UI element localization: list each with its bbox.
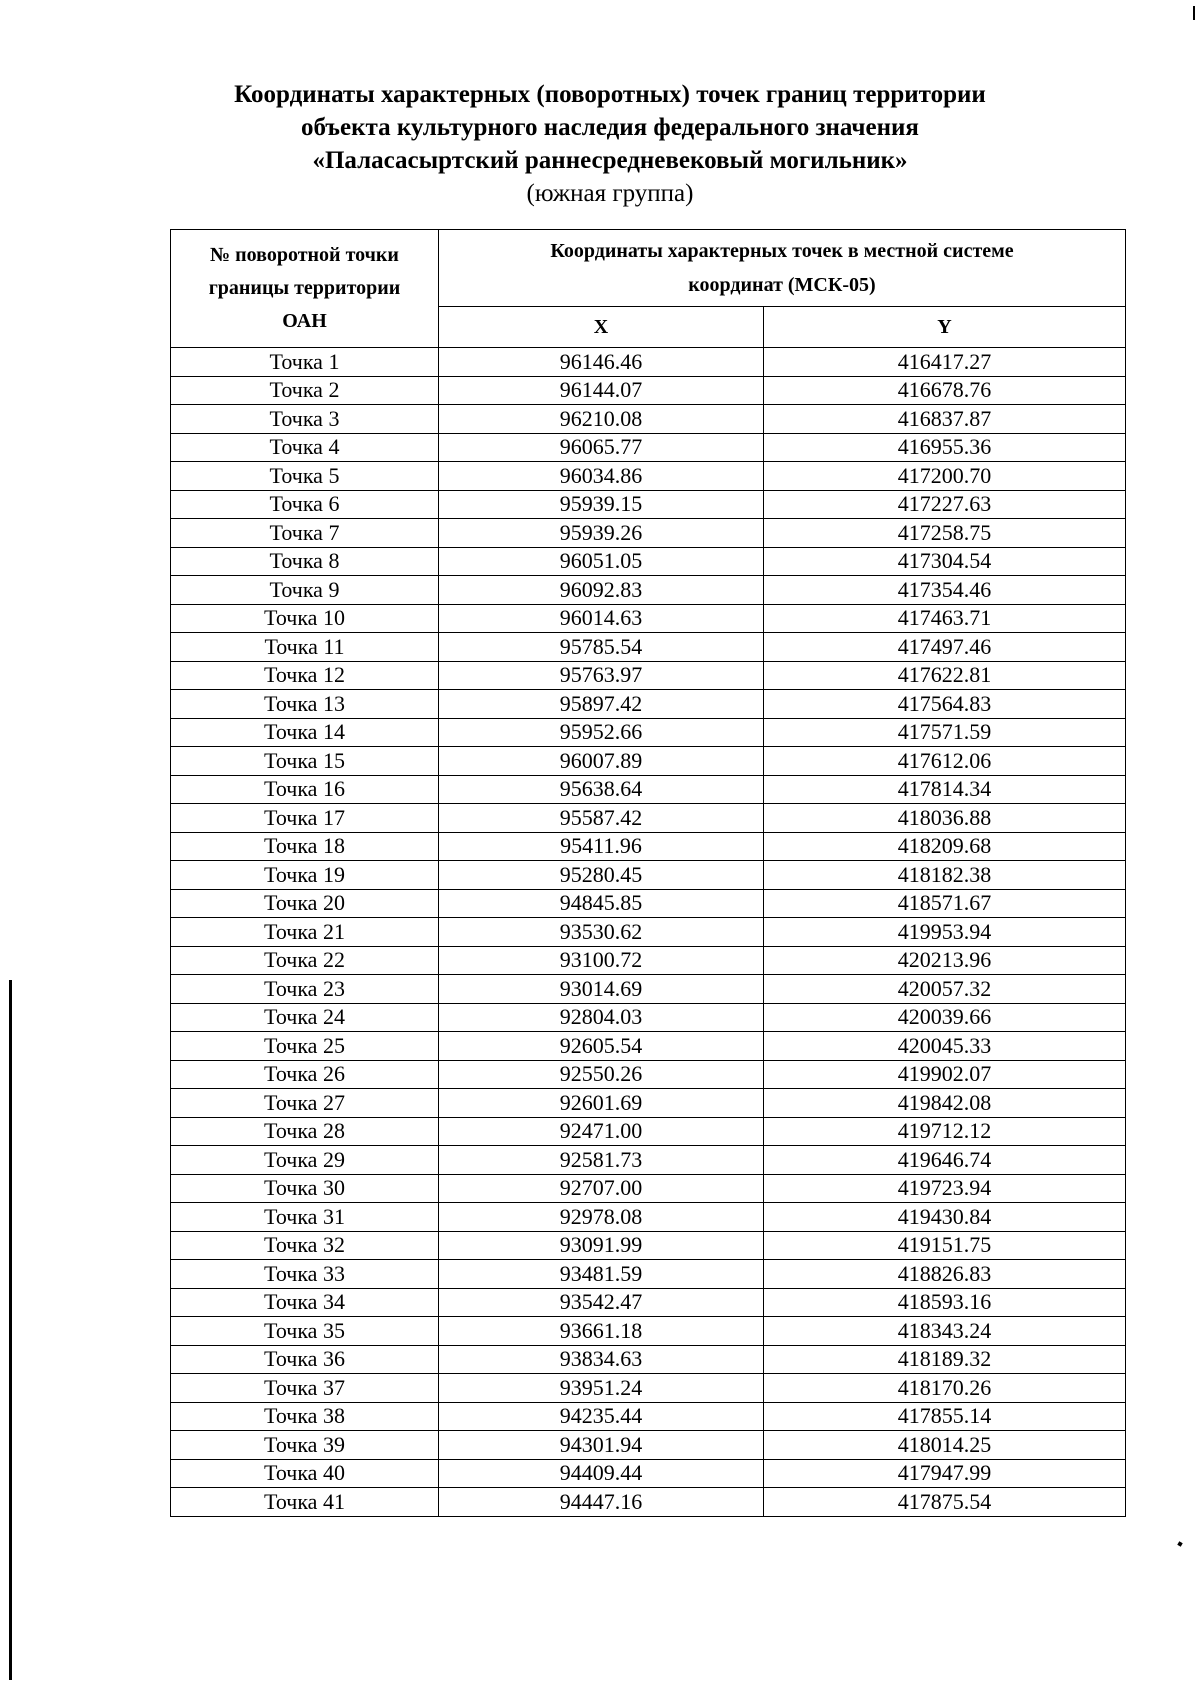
y-cell: 418014.25 xyxy=(764,1431,1126,1460)
point-cell: Точка 30 xyxy=(171,1174,439,1203)
x-cell: 92581.73 xyxy=(439,1146,764,1175)
table-row xyxy=(171,661,1126,690)
point-cell: Точка 16 xyxy=(171,775,439,804)
y-cell: 417258.75 xyxy=(764,519,1126,548)
x-cell: 93100.72 xyxy=(439,946,764,975)
x-cell: 96014.63 xyxy=(439,604,764,633)
table-row xyxy=(171,804,1126,833)
y-cell: 420045.33 xyxy=(764,1032,1126,1061)
table-row xyxy=(171,946,1126,975)
table-row xyxy=(171,519,1126,548)
x-cell: 96092.83 xyxy=(439,576,764,605)
x-cell: 93951.24 xyxy=(439,1374,764,1403)
x-cell: 96007.89 xyxy=(439,747,764,776)
y-cell: 417354.46 xyxy=(764,576,1126,605)
table-row xyxy=(171,405,1126,434)
point-cell: Точка 17 xyxy=(171,804,439,833)
table-row xyxy=(171,1060,1126,1089)
table-row xyxy=(171,775,1126,804)
point-cell: Точка 13 xyxy=(171,690,439,719)
table-row xyxy=(171,376,1126,405)
x-cell: 96034.86 xyxy=(439,462,764,491)
title-line-2: объекта культурного наследия федерального значения xyxy=(301,114,919,141)
title-line-1: Координаты характерных (поворотных) точек границ территории xyxy=(234,81,986,108)
table-row xyxy=(171,1317,1126,1346)
y-cell: 418170.26 xyxy=(764,1374,1126,1403)
title-line-3: «Паласасыртский раннесредневековый могильник» xyxy=(312,147,908,174)
point-cell: Точка 7 xyxy=(171,519,439,548)
header-point-line-2: границы территории xyxy=(208,277,401,299)
point-cell: Точка 10 xyxy=(171,604,439,633)
point-cell: Точка 20 xyxy=(171,889,439,918)
y-cell: 418593.16 xyxy=(764,1288,1126,1317)
y-cell: 417875.54 xyxy=(764,1488,1126,1517)
point-cell: Точка 15 xyxy=(171,747,439,776)
point-cell: Точка 11 xyxy=(171,633,439,662)
x-cell: 92605.54 xyxy=(439,1032,764,1061)
x-cell: 95638.64 xyxy=(439,775,764,804)
y-cell: 418826.83 xyxy=(764,1260,1126,1289)
table-row xyxy=(171,633,1126,662)
point-cell: Точка 12 xyxy=(171,661,439,690)
table-row xyxy=(171,1231,1126,1260)
header-coordinates-group xyxy=(439,230,1126,307)
x-cell: 93091.99 xyxy=(439,1231,764,1260)
y-cell: 419953.94 xyxy=(764,918,1126,947)
point-cell: Точка 36 xyxy=(171,1345,439,1374)
table-body xyxy=(171,348,1126,1517)
x-cell: 93014.69 xyxy=(439,975,764,1004)
table-row xyxy=(171,1431,1126,1460)
point-cell: Точка 14 xyxy=(171,718,439,747)
point-cell: Точка 29 xyxy=(171,1146,439,1175)
header-point-line-1: № поворотной точки xyxy=(210,244,399,266)
y-cell: 418189.32 xyxy=(764,1345,1126,1374)
y-cell: 417571.59 xyxy=(764,718,1126,747)
table-row xyxy=(171,1032,1126,1061)
point-cell: Точка 4 xyxy=(171,433,439,462)
table-row xyxy=(171,576,1126,605)
scan-edge-tick xyxy=(1193,6,1195,20)
table-row xyxy=(171,1345,1126,1374)
y-cell: 419646.74 xyxy=(764,1146,1126,1175)
point-cell: Точка 33 xyxy=(171,1260,439,1289)
point-cell: Точка 39 xyxy=(171,1431,439,1460)
point-cell: Точка 23 xyxy=(171,975,439,1004)
header-point-number xyxy=(171,230,439,348)
table-row xyxy=(171,889,1126,918)
table-row xyxy=(171,861,1126,890)
table-row xyxy=(171,547,1126,576)
table-row xyxy=(171,604,1126,633)
y-cell: 417200.70 xyxy=(764,462,1126,491)
point-cell: Точка 19 xyxy=(171,861,439,890)
point-cell: Точка 21 xyxy=(171,918,439,947)
x-cell: 95411.96 xyxy=(439,832,764,861)
x-cell: 92471.00 xyxy=(439,1117,764,1146)
point-cell: Точка 38 xyxy=(171,1402,439,1431)
x-cell: 96051.05 xyxy=(439,547,764,576)
y-cell: 419712.12 xyxy=(764,1117,1126,1146)
x-cell: 96146.46 xyxy=(439,348,764,377)
y-cell: 417622.81 xyxy=(764,661,1126,690)
point-cell: Точка 18 xyxy=(171,832,439,861)
x-cell: 95587.42 xyxy=(439,804,764,833)
table-row xyxy=(171,747,1126,776)
table-row xyxy=(171,1003,1126,1032)
y-cell: 416678.76 xyxy=(764,376,1126,405)
table-row xyxy=(171,1117,1126,1146)
y-cell: 417227.63 xyxy=(764,490,1126,519)
y-cell: 416955.36 xyxy=(764,433,1126,462)
table-row xyxy=(171,348,1126,377)
table-row xyxy=(171,1146,1126,1175)
point-cell: Точка 25 xyxy=(171,1032,439,1061)
x-cell: 94301.94 xyxy=(439,1431,764,1460)
y-cell: 419842.08 xyxy=(764,1089,1126,1118)
table-row xyxy=(171,1402,1126,1431)
y-cell: 417304.54 xyxy=(764,547,1126,576)
x-cell: 96210.08 xyxy=(439,405,764,434)
x-cell: 96144.07 xyxy=(439,376,764,405)
x-cell: 92804.03 xyxy=(439,1003,764,1032)
coordinates-table xyxy=(170,229,1126,1517)
point-cell: Точка 40 xyxy=(171,1459,439,1488)
y-cell: 417612.06 xyxy=(764,747,1126,776)
x-cell: 95897.42 xyxy=(439,690,764,719)
x-cell: 93530.62 xyxy=(439,918,764,947)
table-row xyxy=(171,433,1126,462)
point-cell: Точка 9 xyxy=(171,576,439,605)
point-cell: Точка 28 xyxy=(171,1117,439,1146)
y-cell: 417564.83 xyxy=(764,690,1126,719)
x-cell: 96065.77 xyxy=(439,433,764,462)
table-row xyxy=(171,975,1126,1004)
y-cell: 417463.71 xyxy=(764,604,1126,633)
y-cell: 418209.68 xyxy=(764,832,1126,861)
table-row xyxy=(171,832,1126,861)
x-cell: 93542.47 xyxy=(439,1288,764,1317)
x-cell: 94409.44 xyxy=(439,1459,764,1488)
x-cell: 92601.69 xyxy=(439,1089,764,1118)
table-row xyxy=(171,1089,1126,1118)
point-cell: Точка 27 xyxy=(171,1089,439,1118)
x-cell: 95763.97 xyxy=(439,661,764,690)
x-cell: 92550.26 xyxy=(439,1060,764,1089)
x-cell: 93834.63 xyxy=(439,1345,764,1374)
point-cell: Точка 26 xyxy=(171,1060,439,1089)
y-cell: 420213.96 xyxy=(764,946,1126,975)
header-point-line-3: ОАН xyxy=(282,310,327,332)
x-cell: 94235.44 xyxy=(439,1402,764,1431)
point-cell: Точка 41 xyxy=(171,1488,439,1517)
x-cell: 92707.00 xyxy=(439,1174,764,1203)
point-cell: Точка 32 xyxy=(171,1231,439,1260)
header-y: Y xyxy=(764,307,1126,348)
y-cell: 417947.99 xyxy=(764,1459,1126,1488)
table-row xyxy=(171,690,1126,719)
y-cell: 419151.75 xyxy=(764,1231,1126,1260)
y-cell: 418571.67 xyxy=(764,889,1126,918)
point-cell: Точка 2 xyxy=(171,376,439,405)
y-cell: 418182.38 xyxy=(764,861,1126,890)
table-row xyxy=(171,1260,1126,1289)
x-cell: 95952.66 xyxy=(439,718,764,747)
scan-edge-line xyxy=(9,980,12,1680)
document-title xyxy=(150,78,1070,210)
y-cell: 420039.66 xyxy=(764,1003,1126,1032)
point-cell: Точка 8 xyxy=(171,547,439,576)
y-cell: 418343.24 xyxy=(764,1317,1126,1346)
table-row xyxy=(171,918,1126,947)
y-cell: 417814.34 xyxy=(764,775,1126,804)
x-cell: 95939.26 xyxy=(439,519,764,548)
table-row xyxy=(171,1174,1126,1203)
x-cell: 93661.18 xyxy=(439,1317,764,1346)
point-cell: Точка 1 xyxy=(171,348,439,377)
table-row xyxy=(171,718,1126,747)
y-cell: 419902.07 xyxy=(764,1060,1126,1089)
x-cell: 93481.59 xyxy=(439,1260,764,1289)
point-cell: Точка 37 xyxy=(171,1374,439,1403)
x-cell: 95939.15 xyxy=(439,490,764,519)
y-cell: 416837.87 xyxy=(764,405,1126,434)
x-cell: 95280.45 xyxy=(439,861,764,890)
point-cell: Точка 6 xyxy=(171,490,439,519)
table-row xyxy=(171,490,1126,519)
y-cell: 419723.94 xyxy=(764,1174,1126,1203)
table-row xyxy=(171,1288,1126,1317)
x-cell: 95785.54 xyxy=(439,633,764,662)
header-coords-line-2: координат (МСК-05) xyxy=(688,274,876,296)
point-cell: Точка 22 xyxy=(171,946,439,975)
header-coords-line-1: Координаты характерных точек в местной системе xyxy=(550,240,1014,262)
y-cell: 420057.32 xyxy=(764,975,1126,1004)
x-cell: 94447.16 xyxy=(439,1488,764,1517)
document-subtitle: (южная группа) xyxy=(526,180,694,207)
table-row xyxy=(171,462,1126,491)
point-cell: Точка 24 xyxy=(171,1003,439,1032)
x-cell: 92978.08 xyxy=(439,1203,764,1232)
header-x: X xyxy=(439,307,764,348)
point-cell: Точка 31 xyxy=(171,1203,439,1232)
point-cell: Точка 3 xyxy=(171,405,439,434)
table-row xyxy=(171,1488,1126,1517)
x-cell: 94845.85 xyxy=(439,889,764,918)
table-row xyxy=(171,1459,1126,1488)
point-cell: Точка 5 xyxy=(171,462,439,491)
table-row xyxy=(171,1203,1126,1232)
y-cell: 416417.27 xyxy=(764,348,1126,377)
y-cell: 417855.14 xyxy=(764,1402,1126,1431)
scan-speck xyxy=(1177,1541,1182,1546)
y-cell: 418036.88 xyxy=(764,804,1126,833)
y-cell: 417497.46 xyxy=(764,633,1126,662)
y-cell: 419430.84 xyxy=(764,1203,1126,1232)
point-cell: Точка 34 xyxy=(171,1288,439,1317)
point-cell: Точка 35 xyxy=(171,1317,439,1346)
table-row xyxy=(171,1374,1126,1403)
